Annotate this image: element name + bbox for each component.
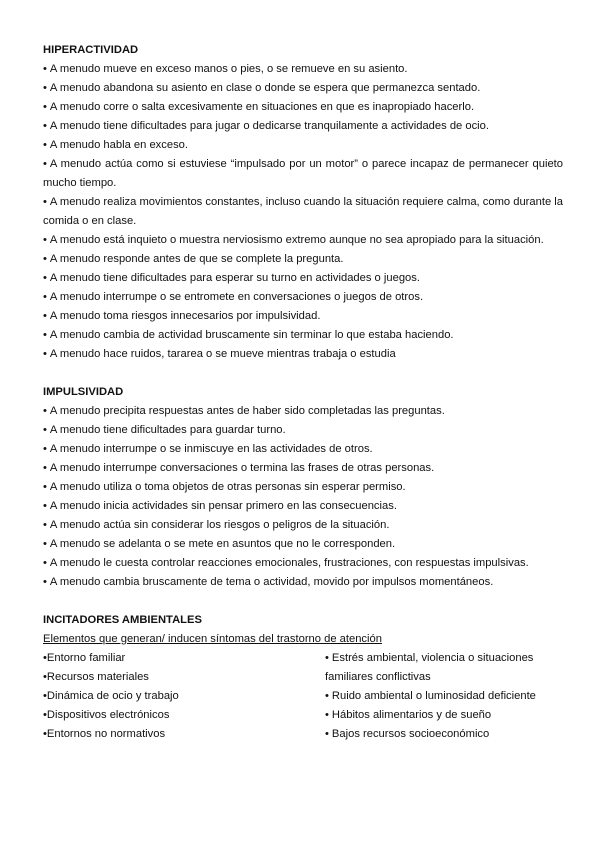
section-title-incitadores: INCITADORES AMBIENTALES (43, 614, 202, 626)
list-item: • A menudo le cuesta controlar reacciones emocionales, frustraciones, con respuestas impulsivas. (43, 557, 529, 569)
list-item: • A menudo tiene dificultades para esperar su turno en actividades o juegos. (43, 272, 420, 284)
list-item: • A menudo está inquieto o muestra nerviosismo extremo aunque no sea apropiado para la situación. (43, 234, 544, 246)
section-spacer (43, 592, 563, 611)
list-item: • A menudo interrumpe o se inmiscuye en las actividades de otros. (43, 443, 373, 455)
list-item: • Bajos recursos socioeconómico (325, 728, 490, 740)
list-item: • A menudo se adelanta o se mete en asuntos que no le corresponden. (43, 538, 396, 550)
incitadores-right-list (325, 649, 563, 744)
list-item: • A menudo tiene dificultades para guardar turno. (43, 424, 286, 436)
section-title-impulsividad: IMPULSIVIDAD (43, 386, 124, 398)
list-item: •Dinámica de ocio y trabajo (43, 690, 179, 702)
list-item: • Ruido ambiental o luminosidad deficiente (325, 690, 536, 702)
section-title-hiperactividad: HIPERACTIVIDAD (43, 44, 139, 56)
list-item: • A menudo precipita respuestas antes de haber sido completadas las preguntas. (43, 405, 445, 417)
list-item: • A menudo cambia bruscamente de tema o actividad, movido por impulsos momentáneos. (43, 576, 494, 588)
hiperactividad-list (43, 60, 563, 364)
list-item: • A menudo actúa como si estuviese “impulsado por un motor” o parece incapaz de permanecer quieto mucho tiempo. (43, 158, 563, 189)
list-item: • A menudo actúa sin considerar los riesgos o peligros de la situación. (43, 519, 390, 531)
list-item: •Recursos materiales (43, 671, 149, 683)
list-item: •Entorno familiar (43, 652, 126, 664)
impulsividad-list (43, 402, 563, 592)
section-subtitle: Elementos que generan/ inducen síntomas del trastorno de atención (43, 633, 382, 645)
list-item: • A menudo mueve en exceso manos o pies, o se remueve en su asiento. (43, 63, 408, 75)
list-item: • Estrés ambiental, violencia o situaciones familiares conflictivas (325, 652, 534, 683)
list-item: • A menudo realiza movimientos constantes, incluso cuando la situación requiere calma, como durante la comida o en clase. (43, 196, 563, 227)
list-item: • A menudo interrumpe o se entromete en conversaciones o juegos de otros. (43, 291, 424, 303)
list-item: • A menudo utiliza o toma objetos de otras personas sin esperar permiso. (43, 481, 406, 493)
incitadores-columns (43, 649, 563, 744)
list-item: •Entornos no normativos (43, 728, 166, 740)
list-item: • A menudo corre o salta excesivamente en situaciones en que es inapropiado hacerlo. (43, 101, 475, 113)
list-item: • A menudo habla en exceso. (43, 139, 189, 151)
list-item: • A menudo tiene dificultades para jugar o dedicarse tranquilamente a actividades de ocio. (43, 120, 489, 132)
section-spacer (43, 364, 563, 383)
list-item: • A menudo responde antes de que se complete la pregunta. (43, 253, 344, 265)
incitadores-left-list (43, 649, 325, 744)
list-item: • A menudo inicia actividades sin pensar primero en las consecuencias. (43, 500, 397, 512)
list-item: •Dispositivos electrónicos (43, 709, 170, 721)
document-page (43, 41, 563, 744)
list-item: • A menudo interrumpe conversaciones o termina las frases de otras personas. (43, 462, 435, 474)
list-item: • A menudo toma riesgos innecesarios por impulsividad. (43, 310, 321, 322)
list-item: • Hábitos alimentarios y de sueño (325, 709, 492, 721)
list-item: • A menudo hace ruidos, tararea o se mueve mientras trabaja o estudia (43, 348, 396, 360)
list-item: • A menudo abandona su asiento en clase o donde se espera que permanezca sentado. (43, 82, 481, 94)
list-item: • A menudo cambia de actividad bruscamente sin terminar lo que estaba haciendo. (43, 329, 454, 341)
